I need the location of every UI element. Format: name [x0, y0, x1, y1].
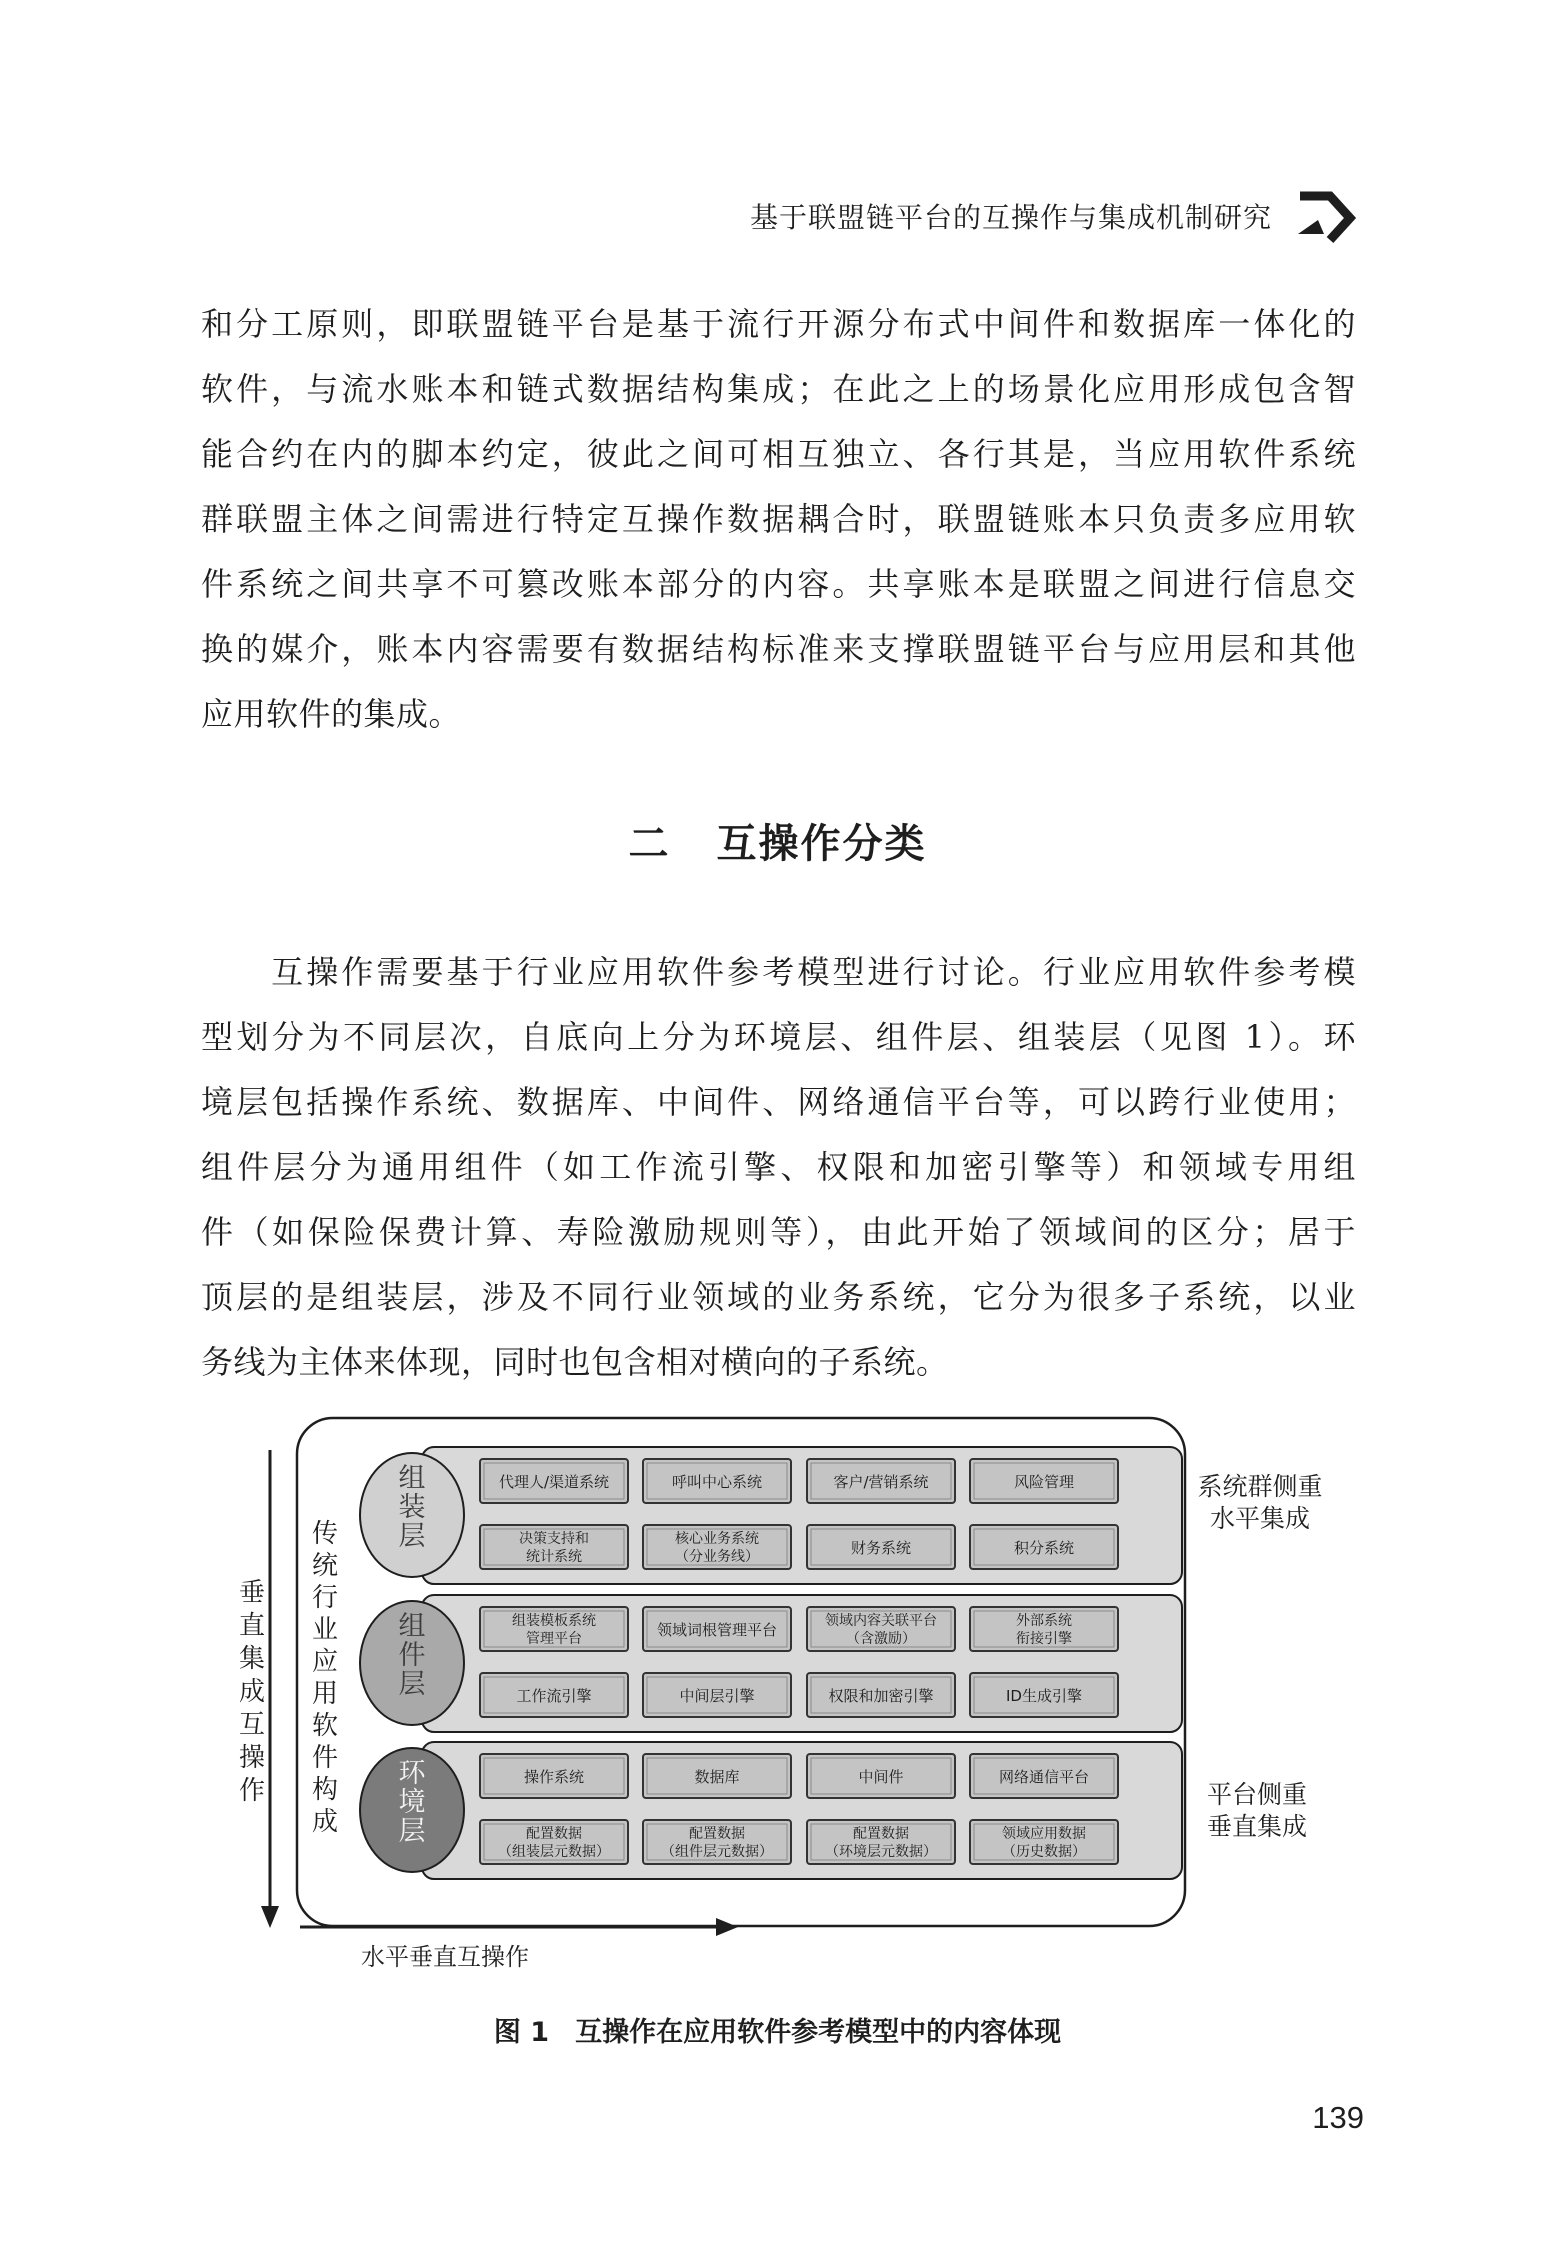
- layer-name-char: 装: [398, 1492, 426, 1523]
- module-label: 代理人/渠道系统: [498, 1473, 610, 1491]
- figure-reference-model: [200, 1410, 1350, 1970]
- module-label: 核心业务系统: [675, 1531, 759, 1547]
- layer-name-char: 环: [398, 1758, 426, 1789]
- section-number: 二: [628, 821, 671, 867]
- traditional-label-char: 成: [311, 1807, 339, 1837]
- module-label: 风险管理: [1013, 1473, 1075, 1491]
- text-line: 境层包括操作系统、数据库、中间件、网络通信平台等，可以跨行业使用；: [201, 1083, 1356, 1121]
- traditional-label-char: 用: [311, 1679, 339, 1709]
- text-line: 顶层的是组装层，涉及不同行业领域的业务系统，它分为很多子系统，以业: [201, 1278, 1356, 1316]
- right-bottom-label-line: 垂直集成: [1206, 1812, 1308, 1841]
- module-label: （历史数据）: [1002, 1844, 1086, 1860]
- layer-name-char: 境: [398, 1787, 426, 1818]
- chapter-arrow-logo-icon: [1296, 190, 1358, 250]
- vertical-axis-arrowhead: [261, 1906, 279, 1928]
- traditional-label-char: 统: [311, 1551, 339, 1581]
- module-label: （分业务线）: [675, 1549, 759, 1565]
- text-line: 应用软件的集成。: [201, 695, 462, 733]
- page-number: 139: [1312, 2100, 1364, 2135]
- traditional-label-char: 行: [311, 1583, 339, 1613]
- text-line: 能合约在内的脚本约定，彼此之间可相互独立、各行其是，当应用软件系统: [201, 435, 1356, 473]
- text-line: 件（如保险保费计算、寿险激励规则等），由此开始了领域间的区分；居于: [201, 1213, 1356, 1251]
- horizontal-axis-label: 水平垂直互操作: [361, 1943, 529, 1970]
- vertical-axis-label-char: 作: [238, 1776, 266, 1806]
- traditional-label-char: 传: [311, 1519, 339, 1549]
- text-line: 和分工原则，即联盟链平台是基于流行开源分布式中间件和数据库一体化的: [201, 305, 1356, 343]
- module-label: （含激励）: [846, 1631, 916, 1647]
- traditional-label-char: 业: [311, 1615, 339, 1645]
- module-label: 积分系统: [1013, 1539, 1075, 1557]
- module-label: （组件层元数据）: [661, 1844, 773, 1860]
- section-heading: [0, 812, 1555, 869]
- layer-name-char: 件: [398, 1640, 426, 1671]
- text-line: 组件层分为通用组件（如工作流引擎、权限和加密引擎等）和领域专用组: [201, 1148, 1356, 1186]
- traditional-label-char: 应: [311, 1647, 339, 1677]
- module-label: 呼叫中心系统: [671, 1473, 763, 1491]
- body-paragraph-2: [201, 940, 1356, 1395]
- vertical-axis-label-char: 集: [238, 1644, 266, 1674]
- traditional-label-char: 件: [311, 1743, 339, 1773]
- module-label: 管理平台: [526, 1631, 582, 1647]
- module-label: 数据库: [694, 1768, 740, 1786]
- text-line: 件系统之间共享不可篡改账本部分的内容。共享账本是联盟之间进行信息交: [201, 565, 1356, 603]
- body-paragraph-1: [201, 292, 1356, 747]
- traditional-label-char: 构: [311, 1775, 339, 1805]
- module-label: 外部系统: [1016, 1613, 1072, 1629]
- right-top-label-line: 水平集成: [1209, 1504, 1311, 1533]
- text-line: 型划分为不同层次，自底向上分为环境层、组件层、组装层（见图 1）。环: [201, 1018, 1356, 1056]
- module-label: 领域内容关联平台: [825, 1613, 937, 1629]
- module-label: 组装模板系统: [512, 1613, 596, 1629]
- module-label: 配置数据: [526, 1826, 582, 1842]
- right-bottom-label-line: 平台侧重: [1206, 1780, 1308, 1809]
- layer-name-char: 组: [398, 1611, 426, 1642]
- text-line: 互操作需要基于行业应用软件参考模型进行讨论。行业应用软件参考模: [201, 953, 1356, 991]
- module-label: 统计系统: [526, 1549, 582, 1565]
- figure-caption: [0, 2010, 1555, 2049]
- layer-name-char: 层: [398, 1669, 426, 1700]
- vertical-axis-label-char: 直: [238, 1611, 266, 1641]
- layer-name-char: 组: [398, 1463, 426, 1494]
- running-header: 基于联盟链平台的互操作与集成机制研究: [749, 201, 1272, 234]
- text-line: 软件，与流水账本和链式数据结构集成；在此之上的场景化应用形成包含智: [201, 370, 1356, 408]
- module-label: 工作流引擎: [516, 1687, 592, 1705]
- module-label: 客户/营销系统: [833, 1473, 929, 1491]
- vertical-axis-label-char: 互: [238, 1710, 266, 1740]
- text-line: 换的媒介，账本内容需要有数据结构标准来支撑联盟链平台与应用层和其他: [201, 630, 1356, 668]
- traditional-label-char: 软: [311, 1711, 339, 1741]
- module-label: 配置数据: [853, 1826, 909, 1842]
- module-label: （环境层元数据）: [825, 1844, 937, 1860]
- module-label: 网络通信平台: [998, 1768, 1090, 1786]
- module-label: 衔接引擎: [1016, 1631, 1072, 1647]
- module-label: 领域词根管理平台: [656, 1621, 778, 1639]
- module-label: 领域应用数据: [1002, 1826, 1086, 1842]
- module-label: 决策支持和: [519, 1531, 589, 1547]
- vertical-axis-label-char: 操: [238, 1743, 266, 1773]
- module-label: 中间件: [858, 1768, 904, 1786]
- module-label: 中间层引擎: [679, 1687, 755, 1705]
- module-label: 操作系统: [523, 1768, 585, 1786]
- vertical-axis-label-char: 垂: [238, 1578, 266, 1608]
- module-label: 配置数据: [689, 1826, 745, 1842]
- module-label: ID生成引擎: [1006, 1687, 1082, 1705]
- layer-name-char: 层: [398, 1521, 426, 1552]
- figure-caption-label: 图 1: [493, 2017, 550, 2048]
- section-title: 互操作分类: [716, 821, 927, 867]
- module-label: 权限和加密引擎: [828, 1687, 934, 1705]
- module-label: （组装层元数据）: [498, 1844, 610, 1860]
- text-line: 群联盟主体之间需进行特定互操作数据耦合时，联盟链账本只负责多应用软: [201, 500, 1356, 538]
- text-line: 务线为主体来体现，同时也包含相对横向的子系统。: [201, 1343, 949, 1381]
- vertical-axis-label-char: 成: [238, 1677, 266, 1707]
- module-label: 财务系统: [850, 1539, 912, 1557]
- figure-caption-text: 互操作在应用软件参考模型中的内容体现: [575, 2017, 1062, 2048]
- right-top-label-line: 系统群侧重: [1197, 1472, 1323, 1501]
- layer-name-char: 层: [398, 1816, 426, 1847]
